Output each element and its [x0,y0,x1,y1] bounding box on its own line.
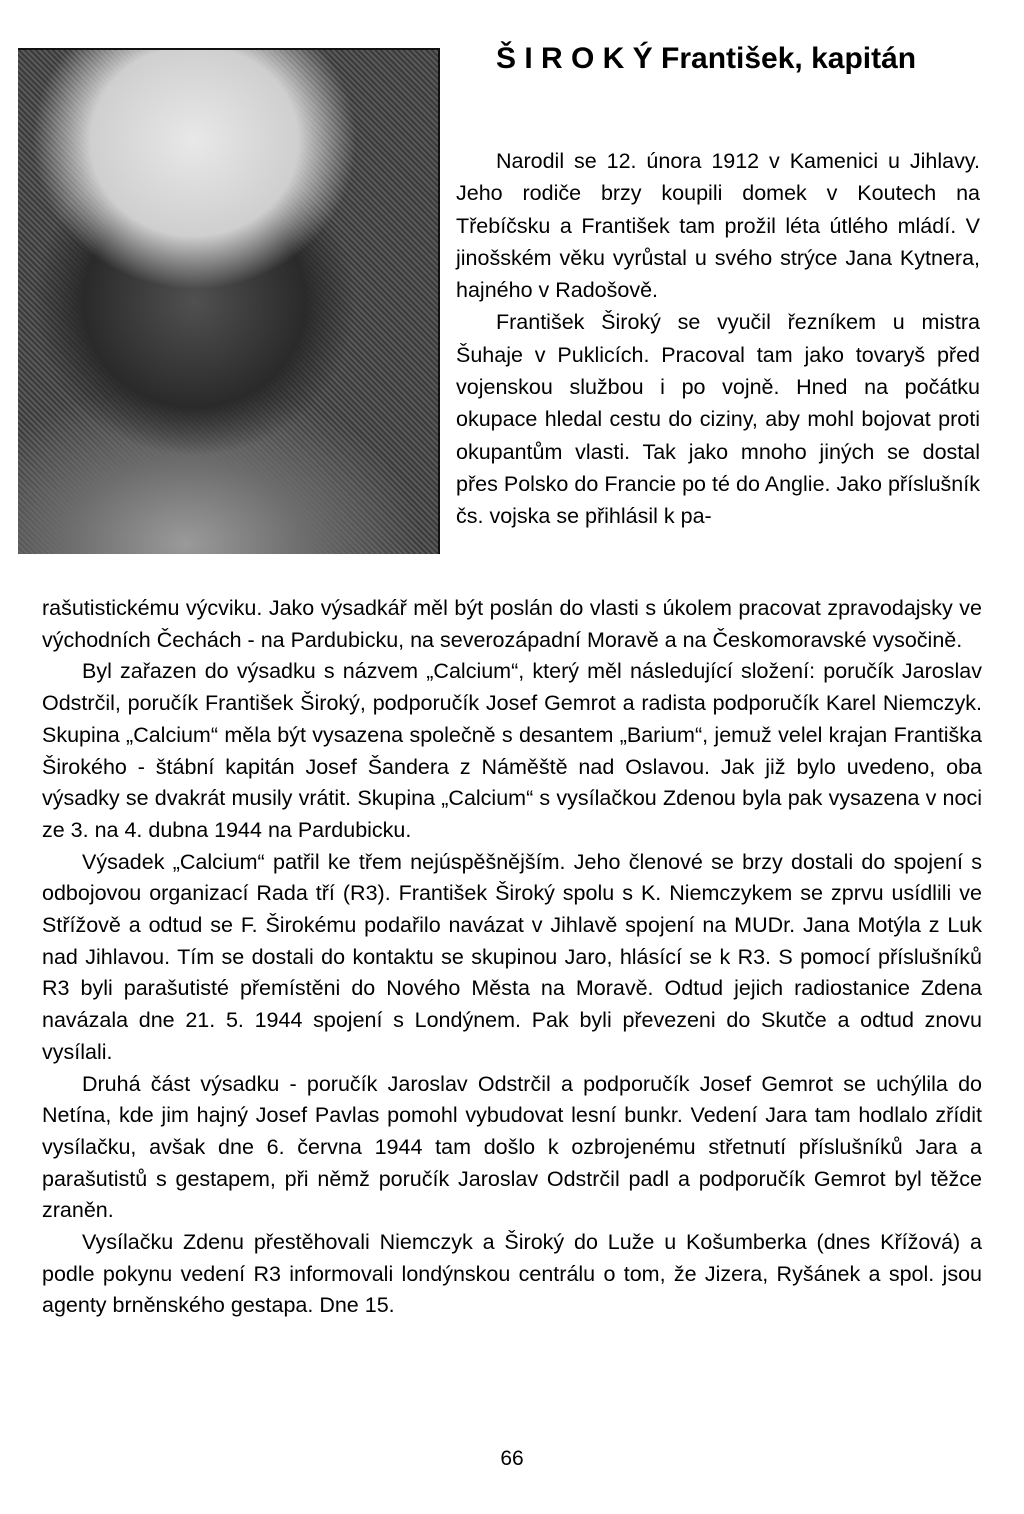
body-paragraph: Druhá část výsadku - poručík Jaroslav Odstrčil a podporučík Josef Gemrot se uchýlila do Netína, kde jim hajný Josef Pavlas pomohl vybudovat lesní bunkr. Vedení Jara tam hodlalo zřídit vysílačku, avšak dne 6. června 1944 tam došlo k ozbrojenému střetnutí příslušníků Jara a parašutistů s gestapem, při němž poručík Jaroslav Odstrčil padl a podporučík Gemrot byl těžce zraněn. [42,1071,982,1223]
intro-paragraph: František Široký se vyučil řezníkem u mistra Šuhaje v Puklicích. Pracoval tam jako tovaryš před vojenskou službou i po vojně. Hned na počátku okupace hledal cestu do ciziny, aby mohl bojovat proti okupantům vlasti. Tak jako mnoho jiných se dostal přes Polsko do Francie po té do Anglie. Jako příslušník čs. vojska se přihlásil k pa- [456,310,980,529]
body-paragraph: Byl zařazen do výsadku s názvem „Calcium“, který měl následující složení: poručík Jaroslav Odstrčil, poručík František Široký, podporučík Josef Gemrot a radista podporučík Karel Niemczyk. Skupina „Calcium“ měla být vysazena společně s desantem „Barium“, jemuž velel krajan Františka Širokého - štábní kapitán Josef Šandera z Náměště nad Oslavou. Jak již bylo uvedeno, oba výsadky se dvakrát musily vrátit. Skupina „Calcium“ s vysílačkou Zdenou byla pak vysazena v noci ze 3. na 4. dubna 1944 na Pardubicku. [42,659,982,842]
intro-paragraph: Narodil se 12. února 1912 v Kamenici u Jihlavy. Jeho rodiče brzy koupili domek v Koutech na Třebíčsku a František tam prožil léta útlého mládí. V jinošském věku vyrůstal u svého strýce Jana Kytnera, hajného v Radošově. [456,149,980,303]
page-title: Š I R O K Ý František, kapitán [496,42,917,75]
body-paragraph: rašutistickému výcviku. Jako výsadkář měl být poslán do vlasti s úkolem pracovat zpravodajsky ve východních Čechách - na Pardubicku, na severozápadní Moravě a na Českomoravské vysočině. [42,596,982,652]
page-number: 66 [500,1447,524,1470]
body-text [42,593,982,1322]
body-paragraph: Výsadek „Calcium“ patřil ke třem nejúspěšnějším. Jeho členové se brzy dostali do spojení s odbojovou organizací Rada tří (R3). František Široký spolu s K. Niemczykem se zprvu usídlili ve Střížově a odtud se F. Širokému podařilo navázat v Jihlavě spojení na MUDr. Jana Motýla z Luk nad Jihlavou. Tím se dostali do kontaktu se skupinou Jaro, hlásící se k R3. S pomocí příslušníků R3 byli parašutisté přemístěni do Nového Města na Moravě. Odtud jejich radiostanice Zdena navázala dne 21. 5. 1944 spojení s Londýnem. Pak byli převezeni do Skutče a odtud znovu vysílali. [42,849,982,1064]
intro-text [456,145,980,533]
portrait-photo [18,48,440,554]
body-paragraph: Vysílačku Zdenu přestěhovali Niemczyk a Široký do Lužе u Košumberka (dnes Křížová) a podle pokynu vedení R3 informovali londýnskou centrálu o tom, že Jizera, Ryšánek a spol. jsou agenty brněnského gestapa. Dne 15. [42,1230,982,1318]
